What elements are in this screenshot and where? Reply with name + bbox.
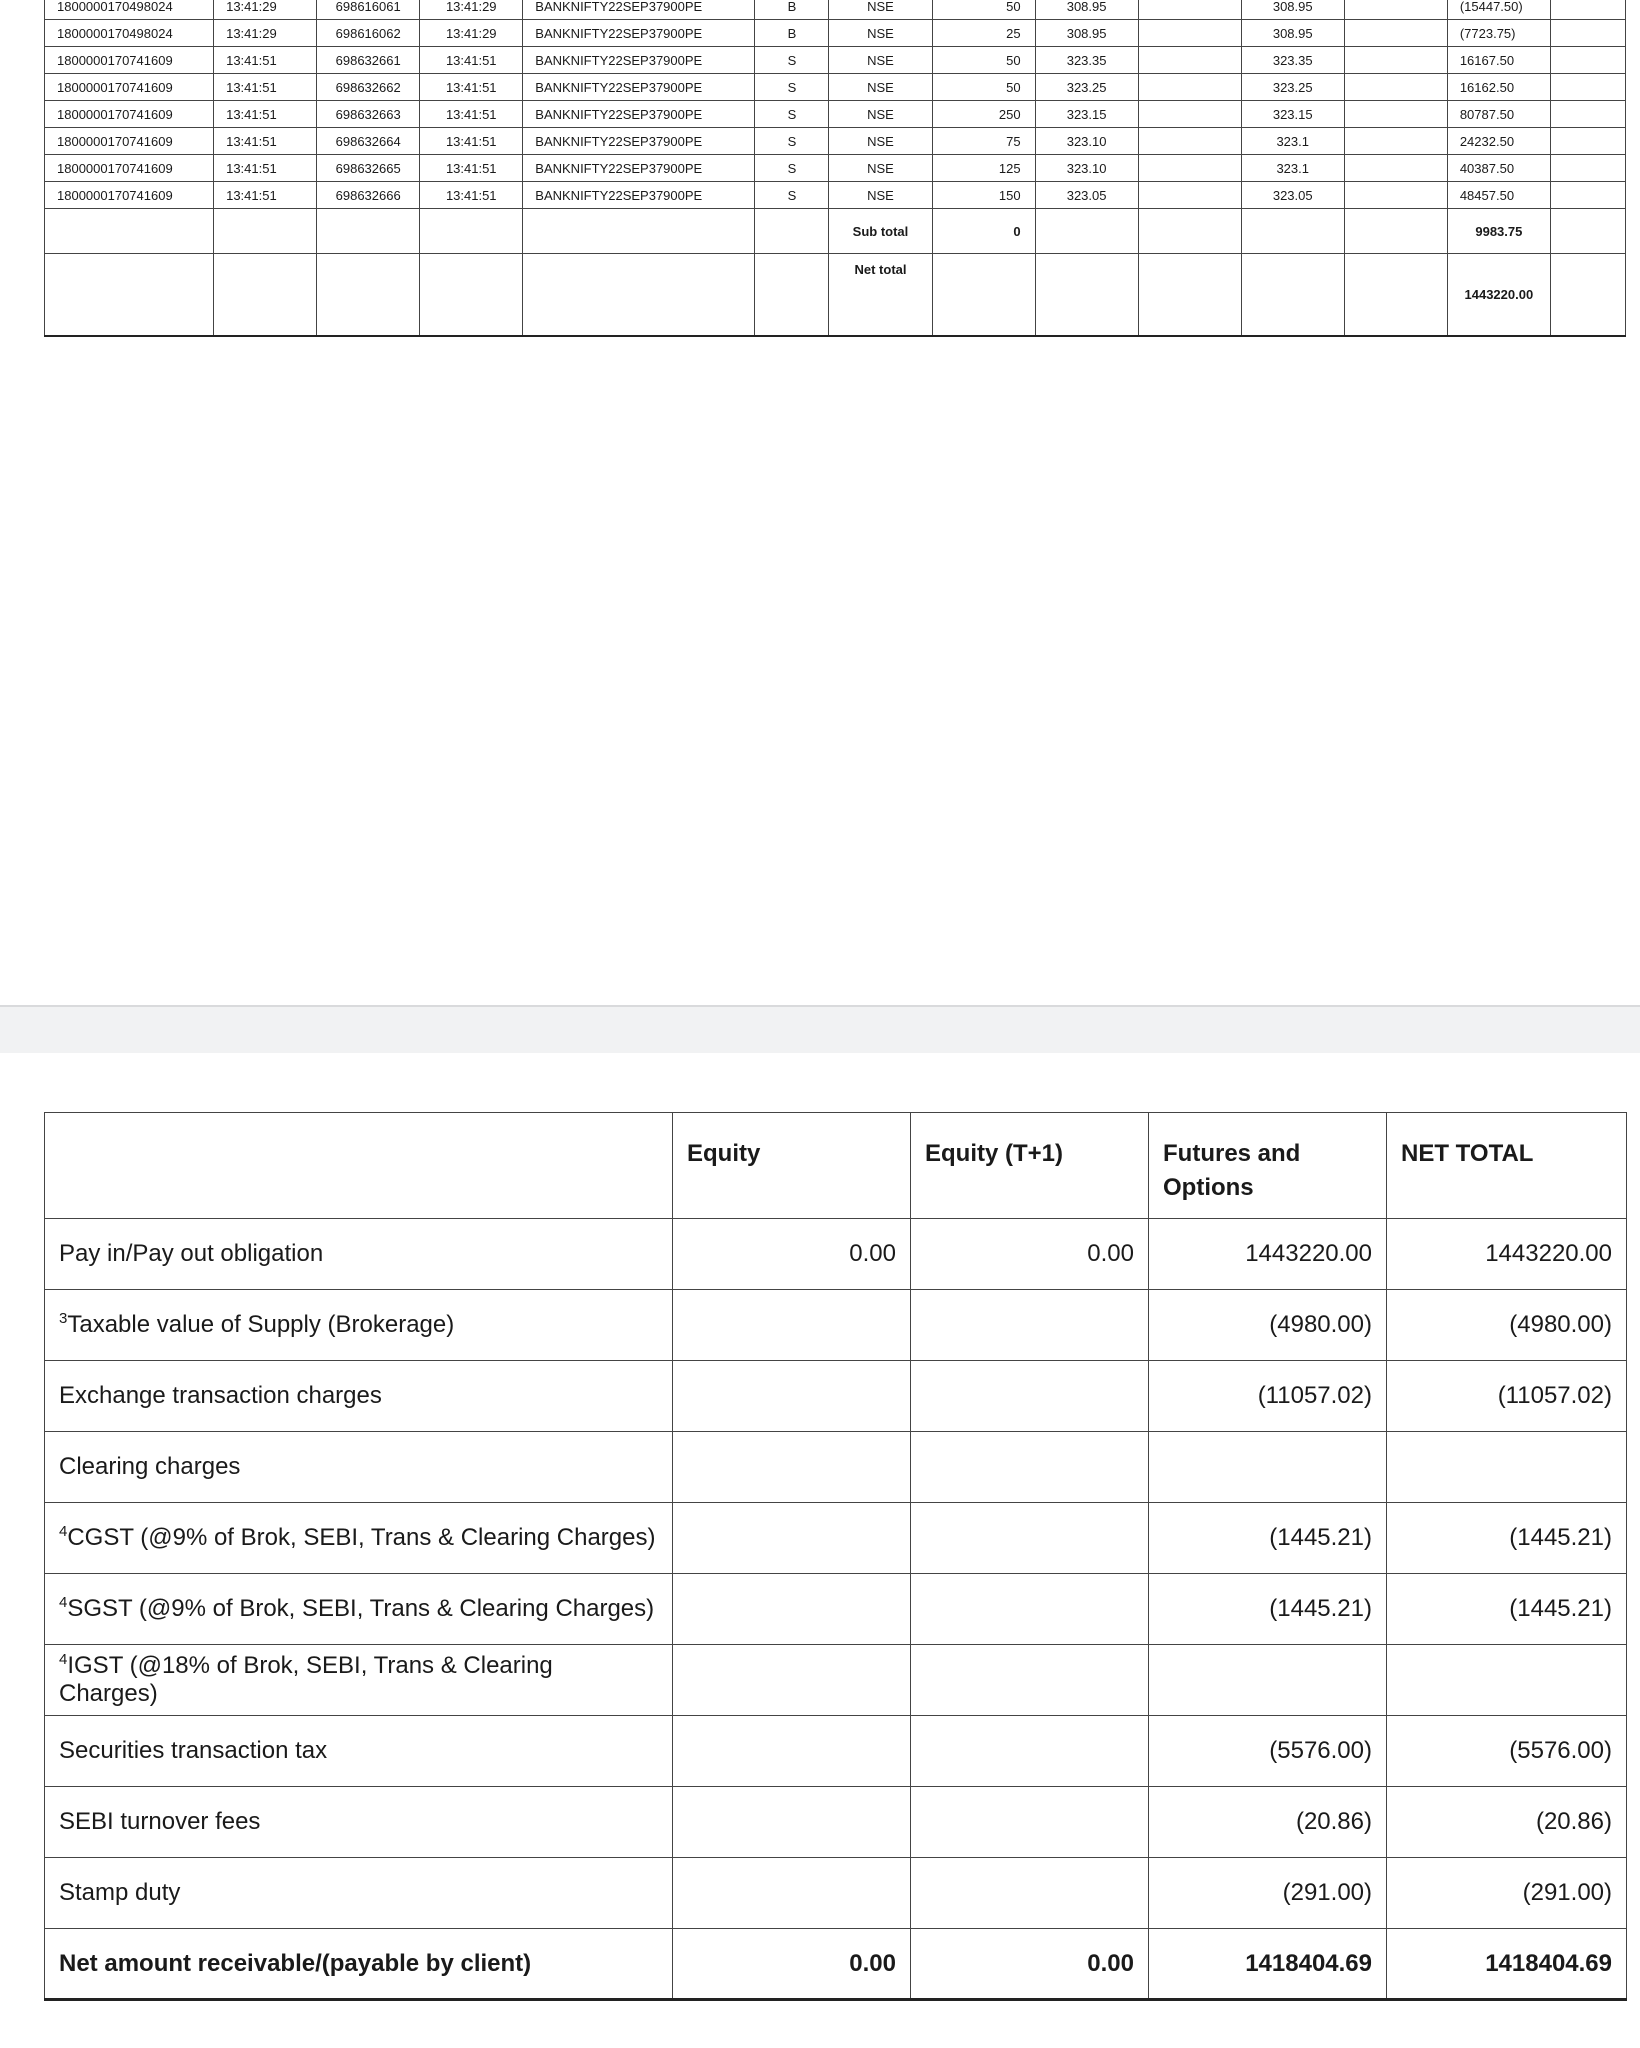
trade-side: S: [755, 155, 829, 182]
summary-equity: [673, 1858, 911, 1929]
trade-gross-rate: 323.25: [1035, 74, 1138, 101]
trade-trade-time: 13:41:51: [420, 155, 523, 182]
trade-gross-rate: 323.10: [1035, 128, 1138, 155]
empty-cell: [1550, 155, 1625, 182]
page-separator: [0, 1005, 1640, 1053]
subtotal-row: [45, 209, 1626, 254]
summary-equity: [673, 1574, 911, 1645]
empty-cell: [1344, 155, 1447, 182]
footnote-marker: 3: [59, 1310, 68, 1327]
summary-net: [1387, 1432, 1627, 1503]
total-fno: 1418404.69: [1149, 1929, 1387, 2000]
trade-trade-no: 698632666: [317, 182, 420, 209]
trade-trade-no: 698616062: [317, 20, 420, 47]
summary-equity: [673, 1432, 911, 1503]
summary-row-label: [45, 1645, 673, 1716]
empty-cell: [1138, 101, 1241, 128]
trade-qty: 150: [932, 182, 1035, 209]
trade-order-no: 1800000170741609: [45, 74, 214, 101]
empty-cell: [1138, 74, 1241, 101]
empty-cell: [1550, 20, 1625, 47]
footnote-marker: 4: [59, 1594, 68, 1611]
empty-cell: [1138, 20, 1241, 47]
trade-side: S: [755, 128, 829, 155]
summary-net: 1443220.00: [1387, 1219, 1627, 1290]
trade-order-no: 1800000170741609: [45, 47, 214, 74]
trade-side: S: [755, 101, 829, 128]
summary-equity-t1: [911, 1645, 1149, 1716]
summary-equity-t1: [911, 1787, 1149, 1858]
empty-cell: [1138, 128, 1241, 155]
trade-security: BANKNIFTY22SEP37900PE: [523, 47, 755, 74]
summary-equity-t1: [911, 1432, 1149, 1503]
summary-net: (20.86): [1387, 1787, 1627, 1858]
summary-row-label-text: Pay in/Pay out obligation: [59, 1240, 324, 1267]
trade-trade-no: 698616061: [317, 0, 420, 20]
trade-qty: 75: [932, 128, 1035, 155]
summary-equity-t1: [911, 1574, 1149, 1645]
trade-trade-no: 698632662: [317, 74, 420, 101]
trade-table-body: [45, 0, 1626, 336]
trade-gross-rate: 323.05: [1035, 182, 1138, 209]
trade-trade-time: 13:41:29: [420, 20, 523, 47]
summary-row: [45, 1574, 1627, 1645]
summary-equity-t1: [911, 1290, 1149, 1361]
trade-net-total: 16167.50: [1447, 47, 1550, 74]
summary-row-label-text: SGST (@9% of Brok, SEBI, Trans & Clearing Charges): [67, 1595, 655, 1622]
summary-row-label: [45, 1290, 673, 1361]
summary-equity: [673, 1645, 911, 1716]
trade-exchange: NSE: [829, 155, 932, 182]
empty-cell: [1138, 182, 1241, 209]
summary-row-label: [45, 1574, 673, 1645]
trade-side: B: [755, 0, 829, 20]
summary-row: [45, 1432, 1627, 1503]
empty-cell: [1550, 74, 1625, 101]
trade-row: [45, 74, 1626, 101]
trade-trade-time: 13:41:51: [420, 74, 523, 101]
summary-equity-t1: [911, 1503, 1149, 1574]
summary-table-body: [45, 1113, 1627, 2000]
summary-fno: (20.86): [1149, 1787, 1387, 1858]
trade-security: BANKNIFTY22SEP37900PE: [523, 128, 755, 155]
total-net: 1418404.69: [1387, 1929, 1627, 2000]
nettotal-label: Net total: [829, 254, 932, 336]
trade-net-rate: 308.95: [1241, 20, 1344, 47]
summary-fno: (1445.21): [1149, 1574, 1387, 1645]
trade-order-time: 13:41:51: [214, 155, 317, 182]
subtotal-qty: 0: [932, 209, 1035, 254]
summary-row-label-text: Clearing charges: [59, 1453, 241, 1480]
summary-fno: [1149, 1645, 1387, 1716]
header-fno-line1: Futures and: [1163, 1140, 1301, 1167]
summary-row-label-text: CGST (@9% of Brok, SEBI, Trans & Clearing Charges): [67, 1524, 656, 1551]
trade-order-no: 1800000170741609: [45, 101, 214, 128]
header-equity: Equity: [673, 1113, 911, 1219]
summary-row: [45, 1716, 1627, 1787]
summary-row-label: [45, 1787, 673, 1858]
trade-qty: 50: [932, 74, 1035, 101]
trade-exchange: NSE: [829, 182, 932, 209]
summary-fno: 1443220.00: [1149, 1219, 1387, 1290]
empty-cell: [1138, 47, 1241, 74]
trade-order-no: 1800000170741609: [45, 128, 214, 155]
summary-equity: [673, 1361, 911, 1432]
trade-order-no: 1800000170498024: [45, 20, 214, 47]
trade-row: [45, 20, 1626, 47]
trade-trade-no: 698632664: [317, 128, 420, 155]
trade-net-total: 16162.50: [1447, 74, 1550, 101]
summary-row-label-text: Exchange transaction charges: [59, 1382, 382, 1409]
trade-net-total: 40387.50: [1447, 155, 1550, 182]
summary-net: (5576.00): [1387, 1716, 1627, 1787]
trade-order-time: 13:41:29: [214, 20, 317, 47]
trade-order-time: 13:41:51: [214, 74, 317, 101]
trade-qty: 250: [932, 101, 1035, 128]
footnote-marker: 4: [59, 1651, 68, 1668]
trade-gross-rate: 308.95: [1035, 20, 1138, 47]
trade-gross-rate: 323.35: [1035, 47, 1138, 74]
summary-equity-t1: [911, 1361, 1149, 1432]
trade-net-rate: 323.25: [1241, 74, 1344, 101]
summary-row-label-text: Stamp duty: [59, 1879, 181, 1906]
summary-row: [45, 1503, 1627, 1574]
summary-fno: (1445.21): [1149, 1503, 1387, 1574]
trade-row: [45, 182, 1626, 209]
total-equity-t1: 0.00: [911, 1929, 1149, 2000]
empty-cell: [1550, 47, 1625, 74]
trade-net-total: 24232.50: [1447, 128, 1550, 155]
trade-trade-no: 698632665: [317, 155, 420, 182]
trade-order-time: 13:41:29: [214, 0, 317, 20]
trade-exchange: NSE: [829, 128, 932, 155]
trade-row: [45, 101, 1626, 128]
summary-equity-t1: [911, 1716, 1149, 1787]
summary-row-label: [45, 1503, 673, 1574]
summary-net: (11057.02): [1387, 1361, 1627, 1432]
trade-side: B: [755, 20, 829, 47]
trade-exchange: NSE: [829, 20, 932, 47]
trade-security: BANKNIFTY22SEP37900PE: [523, 0, 755, 20]
trade-exchange: NSE: [829, 101, 932, 128]
trade-net-rate: 323.1: [1241, 155, 1344, 182]
summary-row: [45, 1361, 1627, 1432]
trade-trade-no: 698632661: [317, 47, 420, 74]
trade-security: BANKNIFTY22SEP37900PE: [523, 74, 755, 101]
summary-header-row: [45, 1113, 1627, 1219]
trade-net-total: 80787.50: [1447, 101, 1550, 128]
empty-cell: [1550, 128, 1625, 155]
nettotal-row: [45, 254, 1626, 336]
summary-fno: (291.00): [1149, 1858, 1387, 1929]
trade-net-rate: 323.35: [1241, 47, 1344, 74]
summary-row-label-text: Securities transaction tax: [59, 1737, 328, 1764]
summary-table: [44, 1112, 1627, 2001]
empty-cell: [1550, 182, 1625, 209]
trade-exchange: NSE: [829, 47, 932, 74]
trade-security: BANKNIFTY22SEP37900PE: [523, 155, 755, 182]
trade-exchange: NSE: [829, 0, 932, 20]
summary-row-label-text: SEBI turnover fees: [59, 1808, 261, 1835]
trade-net-rate: 323.05: [1241, 182, 1344, 209]
empty-cell: [1344, 74, 1447, 101]
trade-order-no: 1800000170498024: [45, 0, 214, 20]
trade-gross-rate: 323.15: [1035, 101, 1138, 128]
summary-equity: [673, 1503, 911, 1574]
summary-equity-t1: [911, 1858, 1149, 1929]
trade-qty: 50: [932, 0, 1035, 20]
empty-cell: [1344, 182, 1447, 209]
empty-cell: [1344, 20, 1447, 47]
empty-cell: [1550, 0, 1625, 20]
trade-table: [44, 0, 1626, 337]
summary-equity-t1: 0.00: [911, 1219, 1149, 1290]
summary-row: [45, 1290, 1627, 1361]
summary-fno: (11057.02): [1149, 1361, 1387, 1432]
empty-cell: [1344, 101, 1447, 128]
empty-cell: [1344, 128, 1447, 155]
summary-row-label: [45, 1858, 673, 1929]
summary-net: (291.00): [1387, 1858, 1627, 1929]
trade-trade-time: 13:41:51: [420, 182, 523, 209]
trade-security: BANKNIFTY22SEP37900PE: [523, 182, 755, 209]
summary-fno: [1149, 1432, 1387, 1503]
trade-trade-time: 13:41:51: [420, 128, 523, 155]
empty-cell: [1344, 47, 1447, 74]
summary-row-label: [45, 1432, 673, 1503]
empty-cell: [1138, 0, 1241, 20]
summary-row-label-text: Taxable value of Supply (Brokerage): [67, 1311, 455, 1338]
trade-security: BANKNIFTY22SEP37900PE: [523, 20, 755, 47]
summary-net: (1445.21): [1387, 1574, 1627, 1645]
trade-gross-rate: 308.95: [1035, 0, 1138, 20]
summary-equity: [673, 1290, 911, 1361]
summary-row-label: [45, 1361, 673, 1432]
summary-equity: [673, 1716, 911, 1787]
summary-row: [45, 1787, 1627, 1858]
trade-exchange: NSE: [829, 74, 932, 101]
summary-equity: 0.00: [673, 1219, 911, 1290]
trade-trade-no: 698632663: [317, 101, 420, 128]
trade-trade-time: 13:41:51: [420, 47, 523, 74]
empty-cell: [1344, 0, 1447, 20]
subtotal-label: Sub total: [829, 209, 932, 254]
empty-cell: [1138, 155, 1241, 182]
trade-net-rate: 323.15: [1241, 101, 1344, 128]
trade-trade-time: 13:41:51: [420, 101, 523, 128]
subtotal-amount: 9983.75: [1447, 209, 1550, 254]
summary-net: (4980.00): [1387, 1290, 1627, 1361]
trade-qty: 50: [932, 47, 1035, 74]
trade-order-time: 13:41:51: [214, 182, 317, 209]
trade-qty: 125: [932, 155, 1035, 182]
trade-gross-rate: 323.10: [1035, 155, 1138, 182]
trade-order-time: 13:41:51: [214, 47, 317, 74]
header-net-total: NET TOTAL: [1387, 1113, 1627, 1219]
trade-security: BANKNIFTY22SEP37900PE: [523, 101, 755, 128]
trade-row: [45, 155, 1626, 182]
header-fno-line2: Options: [1163, 1174, 1254, 1201]
summary-equity: [673, 1787, 911, 1858]
header-equity-t1: Equity (T+1): [911, 1113, 1149, 1219]
trade-qty: 25: [932, 20, 1035, 47]
trade-side: S: [755, 74, 829, 101]
summary-net: [1387, 1645, 1627, 1716]
summary-row-label-text: IGST (@18% of Brok, SEBI, Trans & Clearing Charges): [59, 1652, 553, 1707]
summary-total-row: [45, 1929, 1627, 2000]
trade-net-total: (15447.50): [1447, 0, 1550, 20]
trade-order-time: 13:41:51: [214, 128, 317, 155]
trade-net-rate: 323.1: [1241, 128, 1344, 155]
summary-row: [45, 1645, 1627, 1716]
trade-side: S: [755, 182, 829, 209]
summary-row-label: [45, 1716, 673, 1787]
nettotal-amount: 1443220.00: [1447, 254, 1550, 336]
summary-header-blank: [45, 1113, 673, 1219]
trade-row: [45, 0, 1626, 20]
header-futures-options: [1149, 1113, 1387, 1219]
trade-order-no: 1800000170741609: [45, 155, 214, 182]
summary-net: (1445.21): [1387, 1503, 1627, 1574]
summary-row: [45, 1858, 1627, 1929]
trade-net-total: 48457.50: [1447, 182, 1550, 209]
trade-net-rate: 308.95: [1241, 0, 1344, 20]
trade-trade-time: 13:41:29: [420, 0, 523, 20]
total-label: Net amount receivable/(payable by client): [45, 1929, 673, 2000]
summary-fno: (4980.00): [1149, 1290, 1387, 1361]
trade-row: [45, 47, 1626, 74]
footnote-marker: 4: [59, 1523, 68, 1540]
trade-row: [45, 128, 1626, 155]
trade-net-total: (7723.75): [1447, 20, 1550, 47]
summary-row-label: [45, 1219, 673, 1290]
trade-order-time: 13:41:51: [214, 101, 317, 128]
summary-row: [45, 1219, 1627, 1290]
trade-side: S: [755, 47, 829, 74]
total-equity: 0.00: [673, 1929, 911, 2000]
summary-fno: (5576.00): [1149, 1716, 1387, 1787]
empty-cell: [1550, 101, 1625, 128]
trade-order-no: 1800000170741609: [45, 182, 214, 209]
